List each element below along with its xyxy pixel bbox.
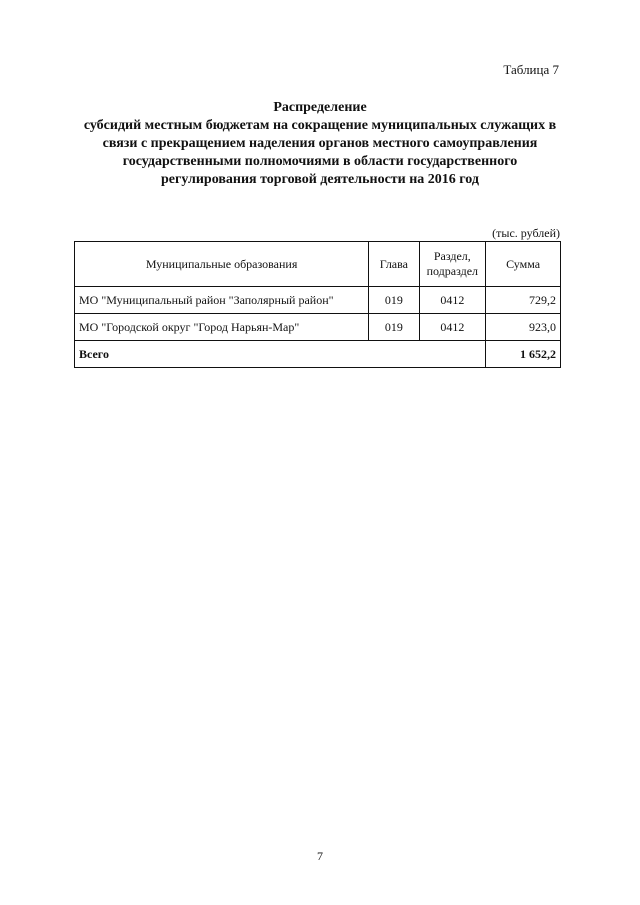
header-summa: Сумма xyxy=(486,242,561,287)
title-line-1: Распределение xyxy=(273,100,367,115)
header-name: Муниципальные образования xyxy=(75,242,369,287)
table-row xyxy=(75,314,561,341)
units-label: (тыс. рублей) xyxy=(492,226,560,240)
table-row xyxy=(75,287,561,314)
total-summa: 1 652,2 xyxy=(486,341,561,368)
subsidy-table xyxy=(74,241,561,368)
row-name: МО "Муниципальный район "Заполярный район" xyxy=(75,287,369,314)
header-razdel-line2: подраздел xyxy=(426,264,479,278)
row-glava: 019 xyxy=(369,287,419,314)
header-glava: Глава xyxy=(369,242,419,287)
document-title xyxy=(60,99,580,189)
title-line-5: регулирования торговой деятельности на 2016 год xyxy=(160,172,479,187)
title-line-4: государственными полномочиями в области государственного xyxy=(122,154,518,169)
header-razdel xyxy=(419,242,486,287)
table-total-row xyxy=(75,341,561,368)
row-summa: 729,2 xyxy=(486,287,561,314)
total-label: Всего xyxy=(75,341,486,368)
table-number: Таблица 7 xyxy=(503,62,559,77)
title-line-3: связи с прекращением наделения органов местного самоуправления xyxy=(102,136,538,151)
row-summa: 923,0 xyxy=(486,314,561,341)
row-razdel: 0412 xyxy=(419,287,486,314)
header-razdel-line1: Раздел, xyxy=(433,249,471,263)
row-name: МО "Городской округ "Город Нарьян-Мар" xyxy=(75,314,369,341)
title-line-2: субсидий местным бюджетам на сокращение муниципальных служащих в xyxy=(83,118,557,133)
row-glava: 019 xyxy=(369,314,419,341)
row-razdel: 0412 xyxy=(419,314,486,341)
table-header-row xyxy=(75,242,561,287)
page-number: 7 xyxy=(317,849,323,863)
